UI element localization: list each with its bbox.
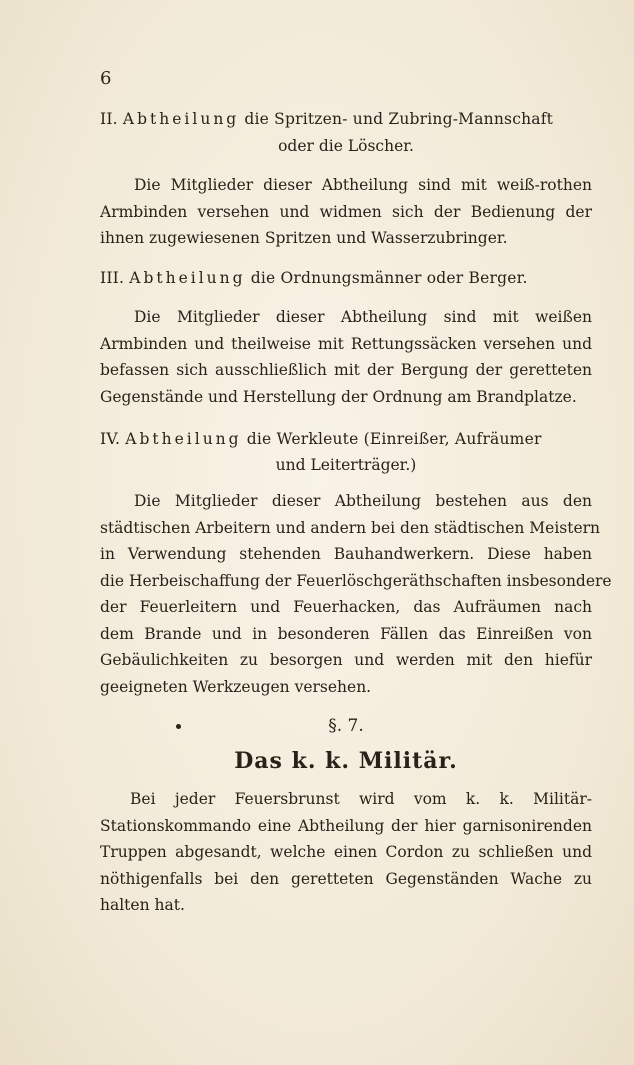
paragraph-line: befassen sich ausschließlich mit der Bergung der geretteten [100, 361, 592, 379]
paragraph-line: Armbinden und theilweise mit Rettungssäcken versehen und [100, 334, 592, 353]
paragraph-line: Bei jeder Feuersbrunst wird vom k. k. Militär- [130, 790, 592, 808]
division-3-heading-text: die Ordnungsmänner oder Berger. [250, 269, 528, 287]
paragraph-line: Truppen abgesandt, welche einen Cordon zu schließen und [100, 843, 592, 861]
paragraph-line: Armbinden versehen und widmen sich der Bedienung der [100, 202, 592, 221]
division-2-heading-text: die Spritzen- und Zubring-Mannschaft [244, 110, 554, 128]
division-4-heading-text: die Werkleute (Einreißer, Aufräumer [246, 430, 542, 448]
division-4-paragraph [100, 488, 612, 700]
paragraph-line: der Feuerleitern und Feuerhacken, das Aufräumen nach [100, 598, 592, 616]
paragraph-line: halten hat. [100, 896, 185, 914]
division-4-heading-line2: und Leiterträger.) [275, 456, 417, 474]
division-2-heading [100, 107, 553, 131]
paragraph-line: ihnen zugewiesenen Spritzen und Wasserzubringer. [100, 229, 508, 247]
division-4-numeral: IV. [100, 430, 121, 448]
division-4-label: Abtheilung [125, 430, 242, 448]
paragraph-line: Die Mitglieder dieser Abtheilung bestehen aus den [134, 492, 592, 510]
paragraph-line: städtischen Arbeitern und andern bei den städtischen Meistern [100, 518, 601, 537]
division-2-heading-line2: oder die Löscher. [278, 137, 414, 155]
section-number: §. 7. [328, 716, 364, 736]
division-3-label: Abtheilung [129, 269, 246, 287]
division-3-paragraph [100, 304, 592, 410]
section-7-paragraph [100, 786, 592, 919]
paragraph-line: dem Brande und in besonderen Fällen das Einreißen von [100, 624, 592, 643]
paragraph-line: Gebäulichkeiten zu besorgen und werden mit den hiefür [100, 651, 592, 669]
paragraph-line: Die Mitglieder dieser Abtheilung sind mit weißen [134, 308, 592, 326]
division-2-label: Abtheilung [122, 110, 240, 128]
division-3-heading [100, 266, 528, 290]
paragraph-line: Stationskommando eine Abtheilung der hier garnisonirenden [100, 816, 592, 835]
section-title: Das k. k. Militär. [234, 748, 458, 774]
paragraph-line: Die Mitglieder dieser Abtheilung sind mit weiß-rothen [134, 176, 592, 194]
paragraph-line: nöthigenfalls bei den geretteten Gegenständen Wache zu [100, 869, 592, 888]
paragraph-line: Gegenstände und Herstellung der Ordnung am Brandplatze. [100, 387, 577, 406]
division-2-paragraph [100, 172, 592, 252]
division-2-numeral: II. [100, 110, 118, 128]
division-3-numeral: III. [100, 269, 125, 287]
paragraph-line: geeigneten Werkzeugen versehen. [100, 677, 372, 696]
page-number: 6 [100, 68, 112, 89]
paragraph-line: in Verwendung stehenden Bauhandwerkern. Diese haben [100, 545, 592, 563]
division-4-heading [100, 427, 542, 451]
paragraph-line: die Herbeischaffung der Feuerlöschgeräthschaften insbesondere [100, 571, 612, 590]
